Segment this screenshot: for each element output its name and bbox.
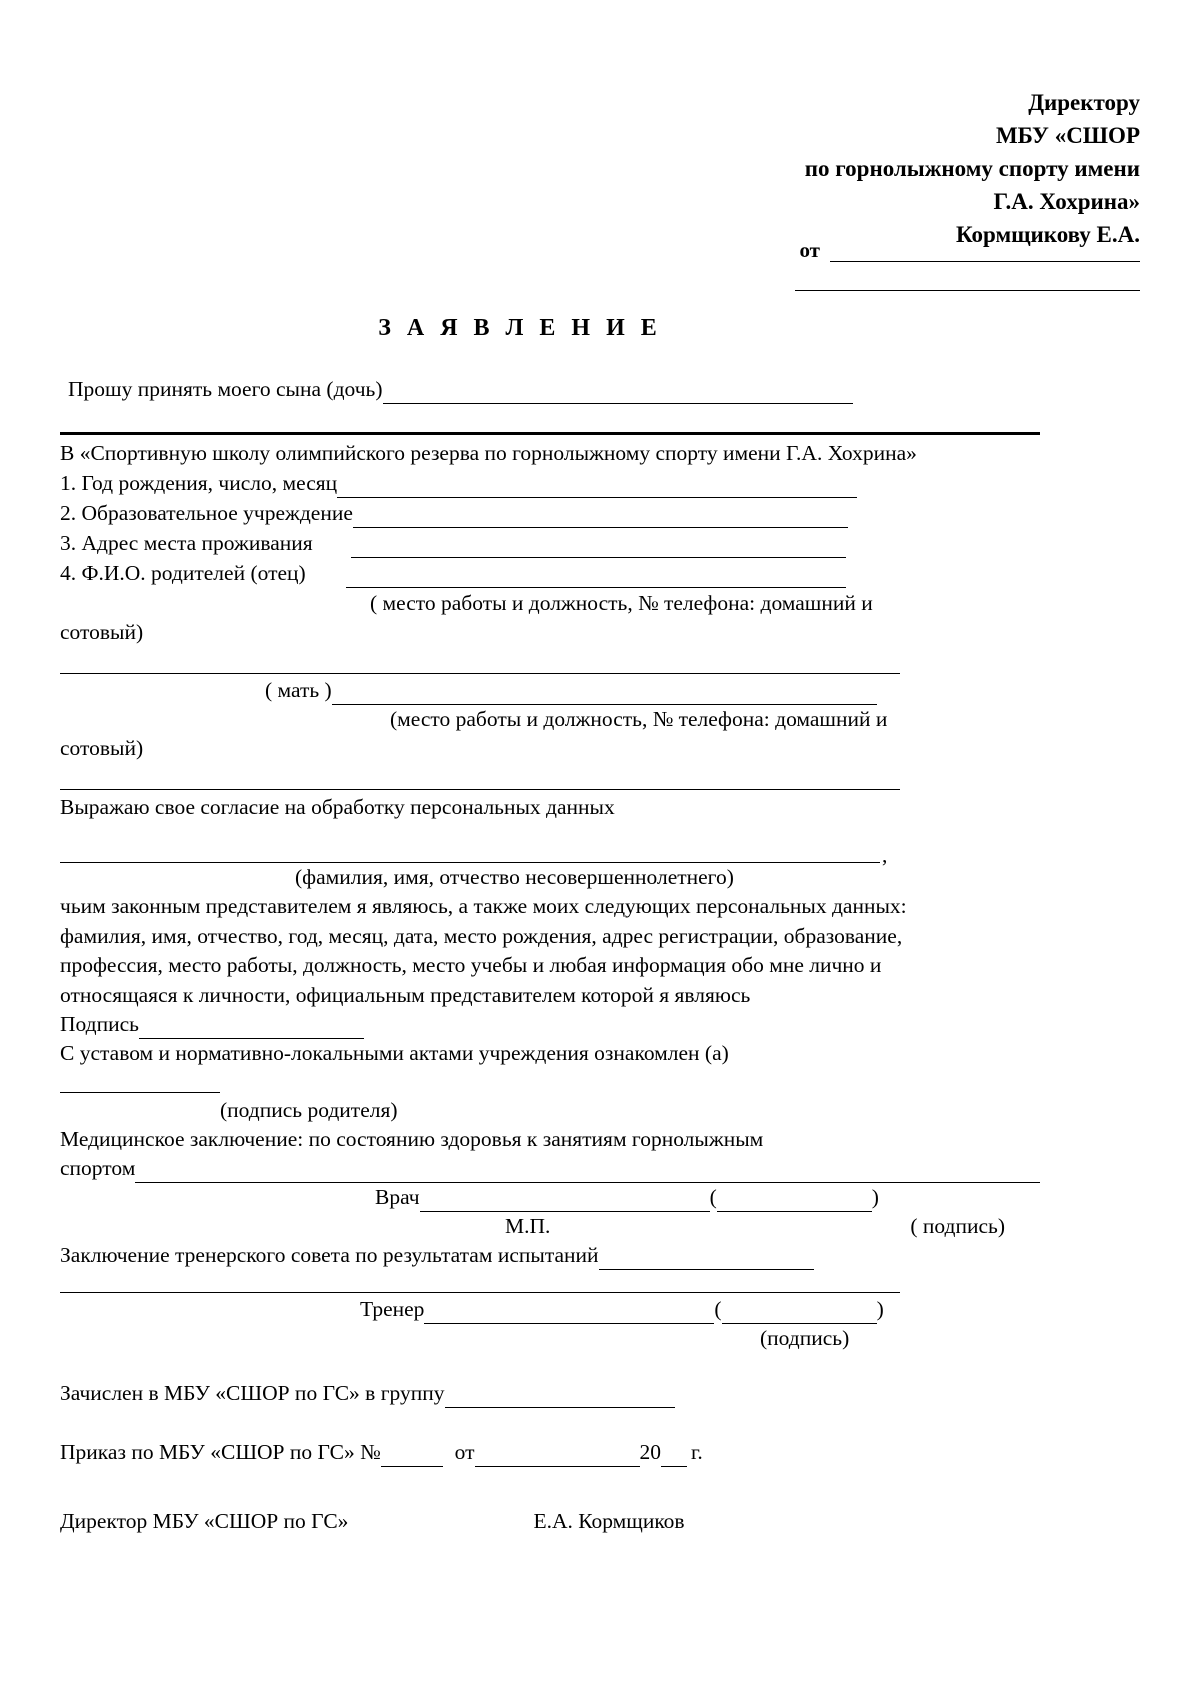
consent-paragraph-line-3: профессия, место работы, должность, место учебы и любая информация обо мне лично и — [60, 953, 882, 978]
signature-input-line[interactable] — [139, 1015, 364, 1039]
consent-paragraph-line-2: фамилия, имя, отчество, год, месяц, дата, место рождения, адрес регистрации, образование, — [60, 923, 903, 948]
accept-child-row — [68, 375, 1040, 404]
trainer-row — [360, 1295, 1040, 1324]
trainer-council-row — [60, 1241, 1040, 1270]
medical-conclusion-line-1: Медицинское заключение: по состоянию здоровья к занятиям горнолыжным — [60, 1127, 764, 1152]
doctor-row — [375, 1183, 1040, 1212]
parent-signature-input-line[interactable] — [60, 1092, 220, 1093]
order-date-input-line[interactable] — [475, 1443, 640, 1467]
medical-conclusion-row — [60, 1154, 1040, 1183]
parent-signature-hint: (подпись родителя) — [220, 1098, 398, 1123]
order-label: Приказ по МБУ «СШОР по ГС» № — [60, 1440, 381, 1465]
doctor-name-input-line[interactable] — [420, 1188, 710, 1212]
mother-extra-input-line[interactable] — [60, 789, 900, 790]
paren-open: ( — [714, 1297, 722, 1322]
order-number-input-line[interactable] — [381, 1443, 443, 1467]
item-education-label: 2. Образовательное учреждение — [60, 501, 353, 525]
from-input-line[interactable] — [830, 238, 1140, 262]
consent-paragraph-line-4: относящаяся к личности, официальным представителем которой я являюсь — [60, 982, 751, 1007]
signature-label: Подпись — [60, 1012, 139, 1037]
addressee-line-sport: по горнолыжному спорту имени — [804, 156, 1140, 181]
signature-row — [60, 1010, 1040, 1039]
from-row — [720, 238, 1140, 262]
paren-open: ( — [709, 1185, 717, 1210]
item-birthdate-label: 1. Год рождения, число, месяц — [60, 471, 338, 495]
item-address-row — [60, 529, 1040, 558]
page-title: З А Я В Л Е Н И Е — [378, 315, 662, 341]
addressee-block — [660, 86, 1140, 251]
item-education-row — [60, 499, 1040, 528]
mother-work-hint: (место работы и должность, № телефона: домашний и — [390, 707, 888, 731]
father-work-hint-cont: сотовый) — [60, 620, 144, 644]
enrolled-label: Зачислен в МБУ «СШОР по ГС» в группу — [60, 1381, 445, 1406]
order-year-suffix: г. — [691, 1440, 703, 1465]
director-row — [60, 1507, 1040, 1536]
trainer-council-input-line[interactable] — [599, 1246, 814, 1270]
trainer-name-input-line[interactable] — [424, 1300, 714, 1324]
medical-conclusion-label: спортом — [60, 1156, 136, 1181]
item-parents-label: 4. Ф.И.О. родителей (отец) — [60, 561, 306, 585]
mother-label: ( мать ) — [265, 678, 332, 702]
order-year-label: 20 — [639, 1440, 662, 1465]
fio-minor-row — [60, 843, 1040, 867]
director-title: Директор МБУ «СШОР по ГС» — [60, 1509, 349, 1534]
father-work-hint: ( место работы и должность, № телефона: домашний и — [370, 591, 873, 615]
trainer-council-label: Заключение тренерского совета по результатам испытаний — [60, 1243, 599, 1268]
father-extra-input-line[interactable] — [60, 673, 900, 674]
item-parents-row — [60, 559, 1040, 588]
trainer-council-extra-input-line[interactable] — [60, 1292, 900, 1293]
item-address-label: 3. Адрес места проживания — [60, 531, 313, 555]
accept-child-label: Прошу принять моего сына (дочь) — [68, 377, 383, 401]
charter-acknowledgement: С уставом и нормативно-локальными актами учреждения ознакомлен (а) — [60, 1041, 729, 1066]
addressee-line-name: Г.А. Хохрина» — [993, 189, 1140, 214]
item-birthdate-row — [60, 469, 1040, 498]
order-year-input-line[interactable] — [661, 1443, 687, 1467]
item-address-input-line[interactable] — [351, 534, 846, 558]
enrolled-row — [60, 1379, 1040, 1408]
document-body — [60, 375, 1040, 1536]
mother-work-hint-cont: сотовый) — [60, 736, 144, 760]
item-birthdate-input-line[interactable] — [337, 474, 857, 498]
school-name-line: В «Спортивную школу олимпийского резерва по горнолыжному спорту имени Г.А. Хохрина» — [60, 441, 917, 465]
addressee-line-organization: МБУ «СШОР — [995, 123, 1140, 148]
stamp-row — [60, 1212, 1040, 1241]
section-divider — [60, 432, 1040, 435]
fio-minor-comma: , — [882, 843, 888, 867]
paren-close: ) — [876, 1297, 884, 1322]
accept-child-input-line[interactable] — [383, 379, 853, 404]
order-row — [60, 1438, 1040, 1467]
mother-input-line[interactable] — [332, 681, 877, 705]
item-father-input-line[interactable] — [346, 564, 846, 588]
director-name: Е.А. Кормщиков — [533, 1509, 685, 1534]
medical-conclusion-input-line[interactable] — [135, 1159, 1040, 1183]
from-block — [720, 238, 1140, 291]
from-input-line-2[interactable] — [795, 290, 1140, 291]
enrolled-group-input-line[interactable] — [445, 1384, 675, 1408]
doctor-signature-hint: ( подпись) — [910, 1214, 1005, 1239]
trainer-signature-input-line[interactable] — [722, 1300, 877, 1324]
addressee-line-director: Директору — [1028, 90, 1140, 115]
stamp-label: М.П. — [505, 1214, 551, 1239]
doctor-label: Врач — [375, 1185, 420, 1210]
trainer-signature-hint: (подпись) — [760, 1326, 850, 1351]
doctor-signature-input-line[interactable] — [717, 1188, 872, 1212]
from-label: от — [799, 238, 820, 262]
paren-close: ) — [871, 1185, 879, 1210]
fio-minor-hint: (фамилия, имя, отчество несовершеннолетнего) — [295, 865, 734, 890]
item-education-input-line[interactable] — [353, 504, 848, 528]
consent-paragraph-line-1: чьим законным представителем я являюсь, а также моих следующих персональных данных: — [60, 894, 907, 919]
mother-row — [60, 676, 1040, 705]
addressee-line-recipient: Кормщикову Е.А. — [955, 222, 1140, 247]
trainer-label: Тренер — [360, 1297, 425, 1322]
consent-statement: Выражаю свое согласие на обработку персональных данных — [60, 795, 615, 819]
order-from-label: от — [454, 1440, 475, 1465]
